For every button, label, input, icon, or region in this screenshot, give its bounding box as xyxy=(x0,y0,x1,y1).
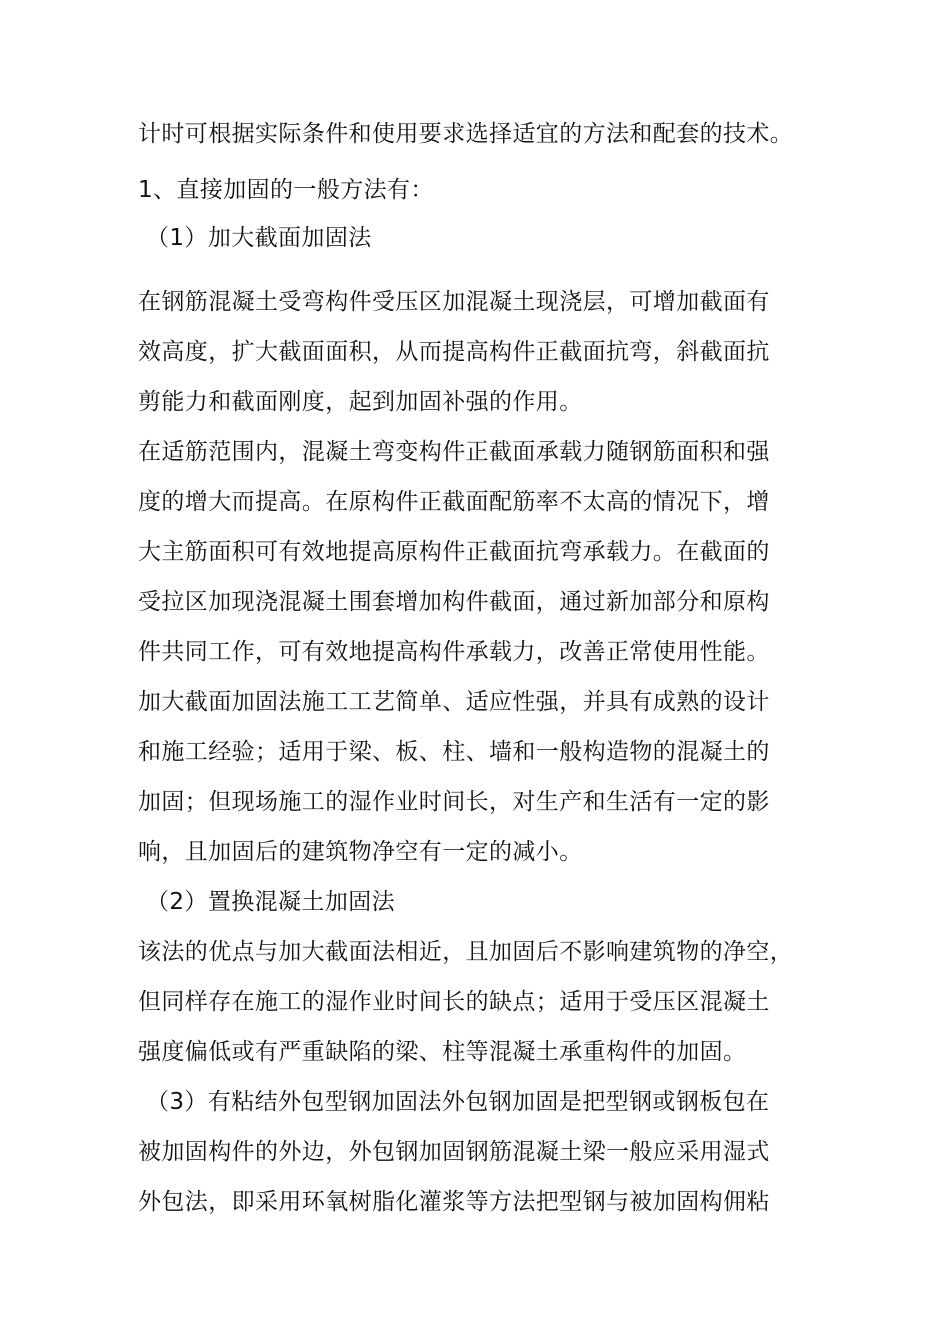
subsection-heading: （2）置换混凝土加固法 xyxy=(146,889,396,915)
paragraph-line: 加大截面加固法施工工艺简单、适应性强，并具有成熟的设计 xyxy=(138,689,770,715)
paragraph-line: 件共同工作，可有效地提高构件承载力，改善正常使用性能。 xyxy=(138,639,770,665)
paragraph-line: 计时可根据实际条件和使用要求选择适宜的方法和配套的技术。 xyxy=(138,121,794,147)
subsection-heading: （1）加大截面加固法 xyxy=(146,225,372,251)
paragraph-line: 被加固构件的外边，外包钢加固钢筋混凝土梁一般应采用湿式 xyxy=(138,1139,770,1165)
paragraph-line: 度的增大而提高。在原构件正截面配筋率不太高的情况下，增 xyxy=(138,489,770,515)
paragraph-line: 受拉区加现浇混凝土围套增加构件截面，通过新加部分和原构 xyxy=(138,589,770,615)
subsection-heading: （3）有粘结外包型钢加固法外包钢加固是把型钢或钢板包在 xyxy=(146,1089,770,1115)
paragraph-line: 和施工经验；适用于梁、板、柱、墙和一般构造物的混凝土的 xyxy=(138,739,770,765)
paragraph-line: 剪能力和截面刚度，起到加固补强的作用。 xyxy=(138,389,583,415)
paragraph-line: 响，且加固后的建筑物净空有一定的减小。 xyxy=(138,839,583,865)
section-heading: 1、直接加固的一般方法有： xyxy=(138,177,434,203)
paragraph-line: 在适筋范围内，混凝土弯变构件正截面承载力随钢筋面积和强 xyxy=(138,439,770,465)
paragraph-line: 但同样存在施工的湿作业时间长的缺点；适用于受压区混凝土 xyxy=(138,989,770,1015)
paragraph-line: 在钢筋混凝土受弯构件受压区加混凝土现浇层，可增加截面有 xyxy=(138,289,770,315)
paragraph-line: 外包法，即采用环氧树脂化灌浆等方法把型钢与被加固构佣粘 xyxy=(138,1189,770,1215)
paragraph-line: 加固；但现场施工的湿作业时间长，对生产和生活有一定的影 xyxy=(138,789,770,815)
paragraph-line: 强度偏低或有严重缺陷的梁、柱等混凝土承重构件的加固。 xyxy=(138,1039,747,1065)
paragraph-line: 该法的优点与加大截面法相近，且加固后不影响建筑物的净空， xyxy=(138,939,794,965)
paragraph-line: 大主筋面积可有效地提高原构件正截面抗弯承载力。在截面的 xyxy=(138,539,770,565)
paragraph-line: 效高度，扩大截面面积，从而提高构件正截面抗弯，斜截面抗 xyxy=(138,339,770,365)
